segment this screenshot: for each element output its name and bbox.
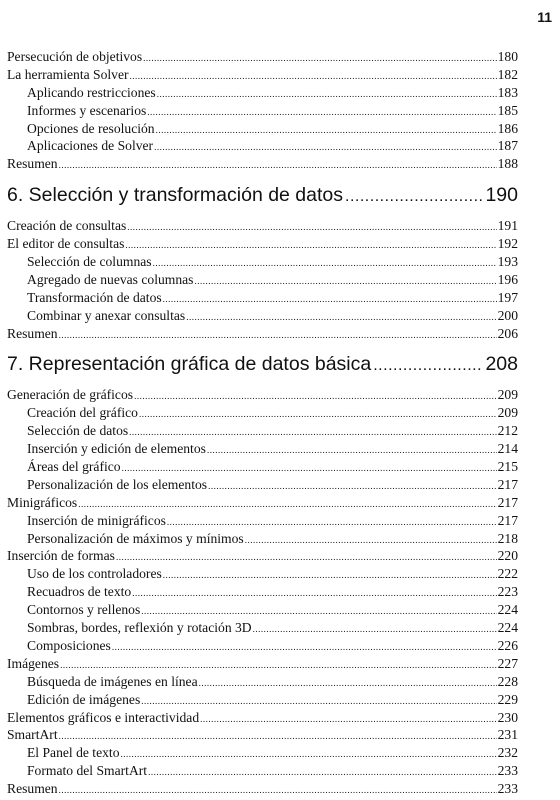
toc-subentry[interactable] bbox=[7, 512, 518, 530]
toc-subentry-reports[interactable] bbox=[7, 102, 518, 120]
toc-subentry[interactable] bbox=[7, 762, 518, 780]
dot-leader bbox=[245, 532, 497, 550]
toc-entry-title: Creación de consultas bbox=[7, 218, 127, 234]
chapter-title: 6. Selección y transformación de datos bbox=[7, 184, 344, 207]
dot-leader bbox=[163, 567, 497, 585]
dot-leader bbox=[157, 86, 497, 104]
toc-entry-page: 233 bbox=[497, 781, 518, 797]
toc-subentry[interactable] bbox=[7, 289, 518, 307]
toc-entry[interactable] bbox=[7, 726, 518, 744]
dot-leader bbox=[207, 442, 497, 460]
toc-entry-page: 180 bbox=[497, 49, 518, 64]
dot-leader bbox=[59, 728, 497, 746]
toc-entry[interactable] bbox=[7, 655, 518, 673]
toc-subentry[interactable] bbox=[7, 307, 518, 325]
toc-entry-title: Personalización de máximos y mínimos bbox=[27, 530, 244, 546]
toc-entry[interactable] bbox=[7, 235, 518, 253]
toc-entry-title: Combinar y anexar consultas bbox=[27, 307, 186, 323]
toc-entry-title: Uso de los controladores bbox=[27, 566, 162, 582]
toc-entry-title: El editor de consultas bbox=[7, 236, 125, 252]
toc-entry-title: Minigráficos bbox=[7, 494, 78, 510]
toc-subentry[interactable] bbox=[7, 637, 518, 655]
toc-entry-title: Personalización de los elementos bbox=[27, 476, 208, 492]
toc-entry-page: 191 bbox=[497, 218, 518, 234]
dot-leader bbox=[130, 68, 497, 86]
dot-leader bbox=[373, 353, 483, 378]
toc-subentry[interactable] bbox=[7, 458, 518, 476]
toc-entry-page: 220 bbox=[497, 548, 518, 564]
toc-subentry-solver-apps[interactable] bbox=[7, 137, 518, 155]
toc-entry[interactable] bbox=[7, 709, 518, 727]
dot-leader bbox=[116, 549, 497, 567]
toc-entry-page: 186 bbox=[497, 120, 518, 136]
toc-subentry[interactable] bbox=[7, 404, 518, 422]
toc-entry-page: 209 bbox=[497, 387, 518, 403]
toc-entry-page: 223 bbox=[497, 584, 518, 600]
table-of-contents bbox=[7, 48, 518, 798]
toc-entry-title: Áreas del gráfico bbox=[27, 459, 121, 475]
toc-entry-page: 217 bbox=[497, 476, 518, 492]
toc-entry-page: 222 bbox=[497, 566, 518, 582]
toc-entry-title: Búsqueda de imágenes en línea bbox=[27, 673, 198, 689]
toc-entry-title: SmartArt bbox=[7, 727, 58, 743]
toc-entry-page: 206 bbox=[497, 325, 518, 341]
toc-entry-title: Contornos y rellenos bbox=[27, 602, 141, 618]
dot-leader bbox=[153, 255, 497, 273]
toc-entry-page: 233 bbox=[497, 763, 518, 779]
dot-leader bbox=[199, 675, 497, 693]
toc-entry[interactable] bbox=[7, 494, 518, 512]
toc-subentry[interactable] bbox=[7, 565, 518, 583]
toc-entry-page: 218 bbox=[497, 530, 518, 546]
toc-entry-title: Aplicaciones de Solver bbox=[27, 138, 154, 154]
toc-entry-page: 185 bbox=[497, 102, 518, 118]
toc-subentry[interactable] bbox=[7, 673, 518, 691]
toc-entry[interactable] bbox=[7, 386, 518, 404]
dot-leader bbox=[186, 309, 496, 327]
toc-entry-page: 188 bbox=[497, 156, 518, 172]
toc-entry-page: 212 bbox=[497, 423, 518, 439]
dot-leader bbox=[148, 764, 497, 782]
toc-entry-page: 226 bbox=[497, 637, 518, 653]
toc-entry-page: 217 bbox=[497, 512, 518, 528]
toc-entry-page: 196 bbox=[497, 271, 518, 287]
toc-entry-title: Opciones de resolución bbox=[27, 120, 155, 136]
toc-subentry[interactable] bbox=[7, 440, 518, 458]
toc-entry-title: Recuadros de texto bbox=[27, 584, 132, 600]
toc-entry-page: 197 bbox=[497, 289, 518, 305]
toc-entry-solver[interactable] bbox=[7, 66, 518, 84]
toc-entry-page: 200 bbox=[497, 307, 518, 323]
dot-leader bbox=[147, 104, 496, 122]
toc-entry-title: Aplicando restricciones bbox=[27, 84, 156, 100]
dot-leader bbox=[200, 711, 496, 729]
dot-leader bbox=[112, 639, 497, 657]
toc-entry-page: 215 bbox=[497, 459, 518, 475]
toc-entry-title: Resumen bbox=[7, 325, 58, 341]
toc-entry-title: Sombras, bordes, reflexión y rotación 3D bbox=[27, 620, 252, 636]
toc-entry-title: Informes y escenarios bbox=[27, 102, 147, 118]
toc-entry-page: 224 bbox=[497, 602, 518, 618]
toc-entry-summary[interactable] bbox=[7, 155, 518, 173]
toc-entry-title: Transformación de datos bbox=[27, 289, 162, 305]
toc-entry[interactable] bbox=[7, 325, 518, 343]
dot-leader bbox=[163, 291, 497, 309]
toc-entry-title: La herramienta Solver bbox=[7, 66, 129, 82]
toc-subentry[interactable] bbox=[7, 253, 518, 271]
toc-entry-page: 232 bbox=[497, 745, 518, 761]
toc-entry-title: Persecución de objetivos bbox=[7, 49, 143, 64]
page-number: 11 bbox=[537, 9, 552, 25]
toc-subentry-constraints[interactable] bbox=[7, 84, 518, 102]
toc-subentry[interactable] bbox=[7, 601, 518, 619]
toc-entry-page: 182 bbox=[497, 66, 518, 82]
toc-entry-title: Agregado de nuevas columnas bbox=[27, 271, 194, 287]
chapter-heading-7[interactable] bbox=[7, 352, 518, 377]
toc-subentry[interactable] bbox=[7, 744, 518, 762]
toc-entry-title: Formato del SmartArt bbox=[27, 763, 148, 779]
toc-entry-goal-seek[interactable] bbox=[7, 48, 518, 66]
dot-leader bbox=[194, 273, 496, 291]
dot-leader bbox=[143, 50, 496, 68]
dot-leader bbox=[125, 237, 496, 255]
dot-leader bbox=[127, 219, 496, 237]
toc-entry[interactable] bbox=[7, 547, 518, 565]
dot-leader bbox=[208, 478, 497, 496]
toc-entry-title: Composiciones bbox=[27, 637, 111, 653]
chapter-heading-6[interactable] bbox=[7, 183, 518, 208]
toc-subentry[interactable] bbox=[7, 422, 518, 440]
chapter-page: 208 bbox=[485, 353, 518, 376]
dot-leader bbox=[154, 139, 497, 157]
toc-subentry[interactable] bbox=[7, 271, 518, 289]
dot-leader bbox=[121, 746, 497, 764]
toc-entry-page: 214 bbox=[497, 441, 518, 457]
dot-leader bbox=[132, 585, 496, 603]
toc-entry-title: Edición de imágenes bbox=[27, 691, 141, 707]
toc-subentry-options[interactable] bbox=[7, 120, 518, 138]
toc-entry-title: Elementos gráficos e interactividad bbox=[7, 709, 200, 725]
toc-entry-page: 231 bbox=[497, 727, 518, 743]
toc-entry-page: 224 bbox=[497, 620, 518, 636]
toc-subentry[interactable] bbox=[7, 619, 518, 637]
dot-leader bbox=[59, 157, 497, 175]
toc-entry-title: El Panel de texto bbox=[27, 745, 120, 761]
dot-leader bbox=[134, 388, 497, 406]
toc-entry-page: 227 bbox=[497, 655, 518, 671]
dot-leader bbox=[156, 122, 497, 140]
toc-entry-title: Resumen bbox=[7, 156, 58, 172]
toc-entry-title: Inserción de minigráficos bbox=[27, 512, 166, 528]
toc-entry-title: Generación de gráficos bbox=[7, 387, 134, 403]
toc-entry-title: Creación del gráfico bbox=[27, 405, 138, 421]
toc-entry-page: 187 bbox=[497, 138, 518, 154]
toc-entry-page: 228 bbox=[497, 673, 518, 689]
toc-entry[interactable] bbox=[7, 780, 518, 798]
toc-subentry[interactable] bbox=[7, 691, 518, 709]
dot-leader bbox=[139, 406, 497, 424]
toc-entry-page: 229 bbox=[497, 691, 518, 707]
toc-entry-page: 209 bbox=[497, 405, 518, 421]
toc-subentry[interactable] bbox=[7, 583, 518, 601]
toc-entry-page: 230 bbox=[497, 709, 518, 725]
toc-entry-title: Inserción y edición de elementos bbox=[27, 441, 206, 457]
toc-entry-page: 217 bbox=[497, 494, 518, 510]
toc-entry-page: 193 bbox=[497, 254, 518, 270]
toc-entry-page: 192 bbox=[497, 236, 518, 252]
toc-subentry[interactable] bbox=[7, 476, 518, 494]
toc-entry-page: 183 bbox=[497, 84, 518, 100]
toc-entry-title: Resumen bbox=[7, 781, 58, 797]
dot-leader bbox=[59, 327, 497, 345]
toc-entry-title: Imágenes bbox=[7, 655, 60, 671]
toc-entry[interactable] bbox=[7, 217, 518, 235]
toc-subentry[interactable] bbox=[7, 530, 518, 548]
toc-entry-title: Selección de datos bbox=[27, 423, 129, 439]
dot-leader bbox=[253, 621, 497, 639]
chapter-title: 7. Representación gráfica de datos básica bbox=[7, 353, 372, 376]
chapter-page: 190 bbox=[485, 184, 518, 207]
toc-entry-title: Inserción de formas bbox=[7, 548, 115, 564]
dot-leader bbox=[345, 184, 483, 209]
toc-entry-title: Selección de columnas bbox=[27, 254, 152, 270]
